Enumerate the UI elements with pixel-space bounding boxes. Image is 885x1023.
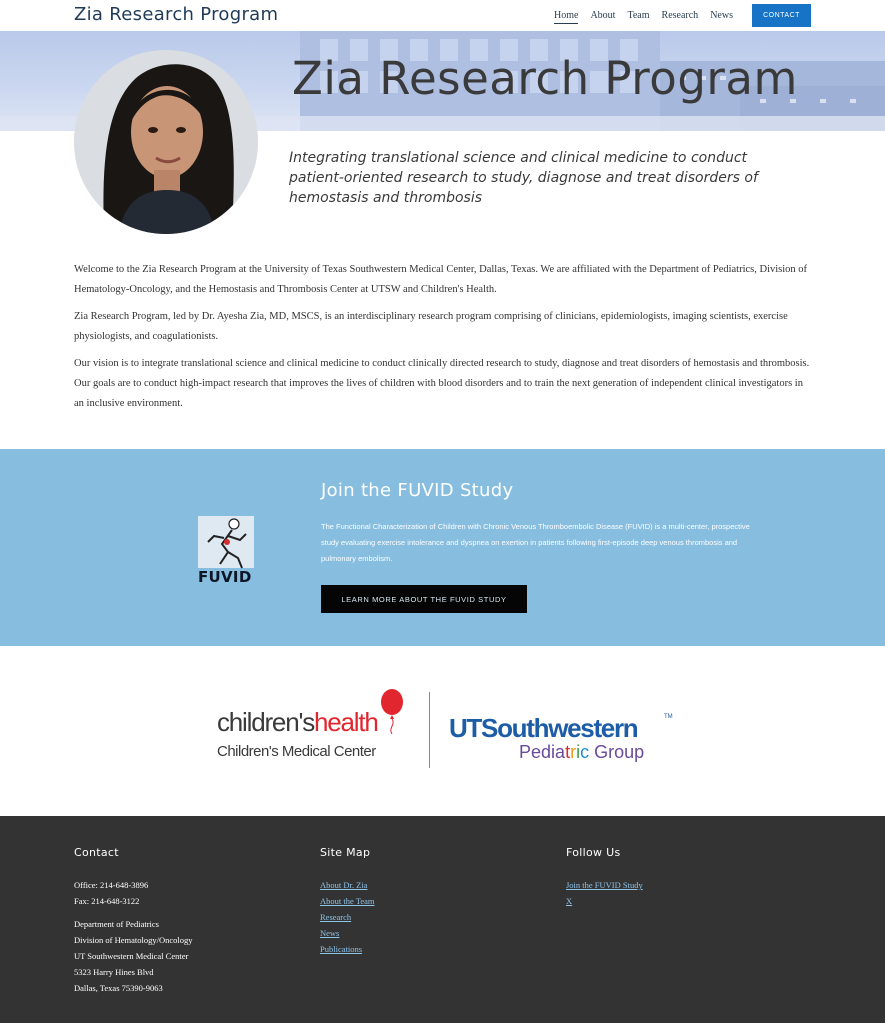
nav-home[interactable]: Home	[554, 10, 578, 24]
childrens-health-wordmark: children'shealth	[217, 707, 378, 737]
sitemap-link-about-team[interactable]: About the Team	[320, 896, 375, 906]
sitemap-link-publications[interactable]: Publications	[320, 944, 363, 954]
hero-tagline: Integrating translational science and clinical medicine to conduct patient-oriented research to study, diagnose and treat disorders of hemostasis and thrombosis	[289, 150, 758, 206]
fuvid-logo-text: FUVID	[198, 568, 252, 586]
ut-southwestern-wordmark: UTSouthwestern	[449, 713, 638, 743]
fax-number: Fax: 214-648-3122	[74, 896, 140, 906]
address-line: Division of Hematology/Oncology	[74, 935, 193, 945]
main-nav	[554, 10, 745, 24]
nav-about[interactable]: About	[590, 10, 616, 21]
fuvid-logo[interactable]	[194, 512, 258, 587]
partner-logos	[0, 646, 885, 816]
sitemap-link-news[interactable]: News	[320, 928, 340, 938]
site-brand[interactable]: Zia Research Program	[74, 4, 279, 25]
intro-paragraph: Our vision is to integrate translational science and clinical medicine to conduct clinically directed research to study, diagnose and treat disorders of hemostasis and thrombosis. Our goals are to conduct high-impact research that improves the lives of children with blood disorders and to train the next generation of independent clinical investigators in an inclusive environment.	[74, 358, 810, 409]
footer-sitemap-heading: Site Map	[320, 846, 371, 859]
intro-section	[74, 260, 814, 421]
footer-follow-heading: Follow Us	[566, 846, 621, 859]
address-line: UT Southwestern Medical Center	[74, 951, 189, 961]
follow-link-fuvid[interactable]: Join the FUVID Study	[566, 880, 643, 890]
nav-research[interactable]: Research	[661, 10, 699, 21]
balloon-icon	[378, 688, 408, 734]
footer-contact-column	[74, 846, 193, 996]
footer-sitemap-column	[320, 846, 375, 957]
sitemap-link-research[interactable]: Research	[320, 912, 352, 922]
address-line: Dallas, Texas 75390-9063	[74, 983, 163, 993]
person-photo-illustration	[74, 50, 258, 234]
pediatric-group-text: Pediatric Group	[519, 742, 645, 762]
portrait-photo	[74, 50, 258, 234]
footer-follow-column	[566, 846, 643, 909]
learn-more-fuvid-button[interactable]: LEARN MORE ABOUT THE FUVID STUDY	[321, 585, 527, 613]
address-line: Department of Pediatrics	[74, 919, 159, 929]
fuvid-description: The Functional Characterization of Children with Chronic Venous Thromboembolic Disease (FUVID) is a multi-center, prospective study evaluating exercise intolerance and dyspnea on exertion in patients following first-episode deep venous thrombosis and pulmonary embolism.	[321, 522, 750, 563]
logo-divider	[429, 692, 430, 768]
site-footer	[0, 816, 885, 1023]
follow-link-x[interactable]: X	[566, 896, 573, 906]
top-navigation-bar	[0, 0, 885, 31]
fuvid-study-section	[0, 449, 885, 646]
nav-team[interactable]: Team	[627, 10, 650, 21]
sitemap-link-about-dr-zia[interactable]: About Dr. Zia	[320, 880, 368, 890]
intro-paragraph: Zia Research Program, led by Dr. Ayesha Zia, MD, MSCS, is an interdisciplinary research program comprising of clinicians, epidemiologists, imaging scientists, exercise physiologists, and coagulationists.	[74, 311, 788, 342]
hero-title: Zia Research Program	[292, 52, 798, 105]
childrens-medical-center-text: Children's Medical Center	[217, 743, 376, 760]
nav-news[interactable]: News	[710, 10, 733, 21]
fuvid-title: Join the FUVID Study	[321, 480, 514, 501]
office-phone: Office: 214-648-3896	[74, 880, 149, 890]
intro-paragraph: Welcome to the Zia Research Program at the University of Texas Southwestern Medical Center, Dallas, Texas. We are affiliated with the Department of Pediatrics, Division of Hematology-Oncology, and the Hemostasis and Thrombosis Center at UTSW and Children's Health.	[74, 264, 808, 295]
contact-button[interactable]: CONTACT	[752, 4, 811, 27]
trademark-mark: TM	[664, 714, 673, 720]
footer-contact-heading: Contact	[74, 846, 119, 859]
address-line: 5323 Harry Hines Blvd	[74, 967, 154, 977]
